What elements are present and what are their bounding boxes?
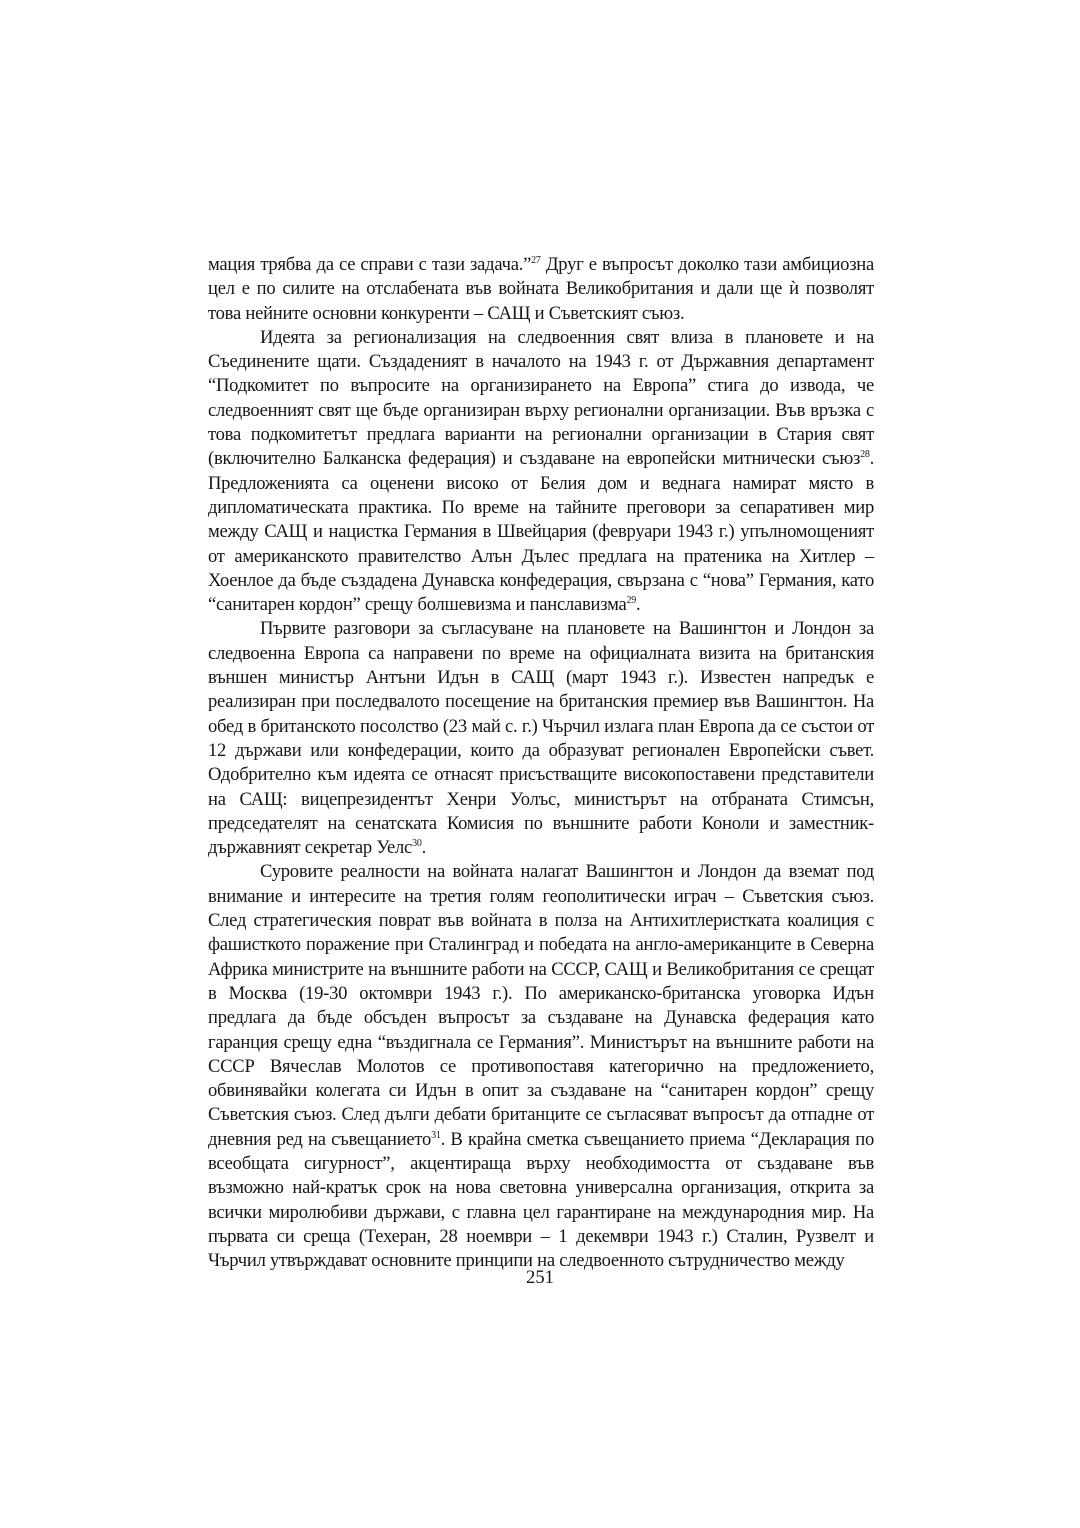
footnote-reference: 29	[626, 594, 636, 606]
body-text	[208, 253, 874, 1273]
paragraph-text: Друг е въпросът доколко тази амбициозна цел е по силите на отслабената във войната Великобритания и дали ще ѝ позволят това нейните основни конкуренти – САЩ и Съветският съюз.	[208, 254, 874, 324]
footnote-reference: 30	[412, 837, 422, 849]
footnote-reference: 27	[531, 254, 541, 266]
paragraph-text: . В крайна сметка съвещанието приема “Декларация по всеобщата сигурност”, акцентираща върху необходимостта от създаване във възможно най-кратък срок на нова световна универсална организация, открита за всички миролюбиви държави, с главна цел гарантиране на международния мир. На първата си среща (Техеран, 28 ноември – 1 декември 1943 г.) Сталин, Рузвелт и Чърчил утвърждават основните принципи на следвоенното сътрудничество между	[208, 1128, 874, 1272]
page-number: 251	[526, 1267, 554, 1288]
footnote-reference: 28	[860, 449, 870, 461]
paragraph	[208, 860, 874, 1273]
paragraph-text: мация трябва да се справи с тази задача.”	[208, 254, 532, 275]
paragraph-text: Идеята за регионализация на следвоенния свят влиза в плановете и на Съединените щати. Създаденият в началото на 1943 г. от Държавния департамент “Подкомитет по въпросите на организирането на Европа” стига до извода, че следвоенният свят ще бъде организиран върху регионални организации. Във връзка с това подкомитетът предлага варианти на регионални организации в Стария свят (включително Балканска федерация) и създаване на европейски митнически съюз	[208, 326, 874, 470]
footnote-reference: 31	[431, 1129, 441, 1141]
paragraph-text: Суровите реалности на войната налагат Вашингтон и Лондон да вземат под внимание и интересите на третия голям геополитически играч – Съветския съюз. След стратегическия поврат във войната в полза на Антихитлеристката коалиция с фашисткото поражение при Сталинград и победата на англо-американците в Северна Африка министрите на външните работи на СССР, САЩ и Великобритания се срещат в Москва (19-30 октомври 1943 г.). По американско-британска уговорка Идън предлага да бъде обсъден въпросът за създаване на Дунавска федерация като гаранция срещу една “въздигнала се Германия”. Министърът на външните работи на СССР Вячеслав Молотов се противопоставя категорично на предложението, обвинявайки колегата си Идън в опит за създаване на “санитарен кордон” срещу Съветския съюз. След дълги дебати британците се съгласяват въпросът да отпадне от дневния ред на съвещанието	[208, 861, 874, 1150]
paragraph	[208, 617, 874, 860]
paragraph	[208, 253, 874, 326]
paragraph-text: .	[635, 594, 641, 616]
paragraph-text: . Предложенията са оценени високо от Белия дом и веднага намират място в дипломатическата практика. По време на тайните преговори за сепаративен мир между САЩ и нацистка Германия в Швейцария (февруари 1943 г.) упълномощеният от американското правителство Алън Дълес предлага на пратеника на Хитлер – Хоенлое да бъде създадена Дунавска конфедерация, свързана с “нова” Германия, като “санитарен кордон” срещу болшевизма и панславизма	[208, 448, 874, 616]
paragraph	[208, 326, 874, 618]
paragraph-text: Първите разговори за съгласуване на плановете на Вашингтон и Лондон за следвоенна Европа са направени по време на официалната визита на британския външен министър Антъни Идън в САЩ (март 1943 г.). Известен напредък е реализиран при последвалото посещение на британския премиер във Вашингтон. На обед в британското посолство (23 май с. г.) Чърчил излага план Европа да се състои от 12 държави или конфедерации, които да образуват регионален Европейски съвет. Одобрително към идеята се отнасят присъстващите високопоставени представители на САЩ: вицепрезидентът Хенри Уолъс, министърът на отбраната Стимсън, председателят на сенатската Комисия по външните работи Коноли и заместник-държавният секретар Уелс	[208, 618, 874, 859]
paragraph-text: .	[421, 837, 426, 859]
